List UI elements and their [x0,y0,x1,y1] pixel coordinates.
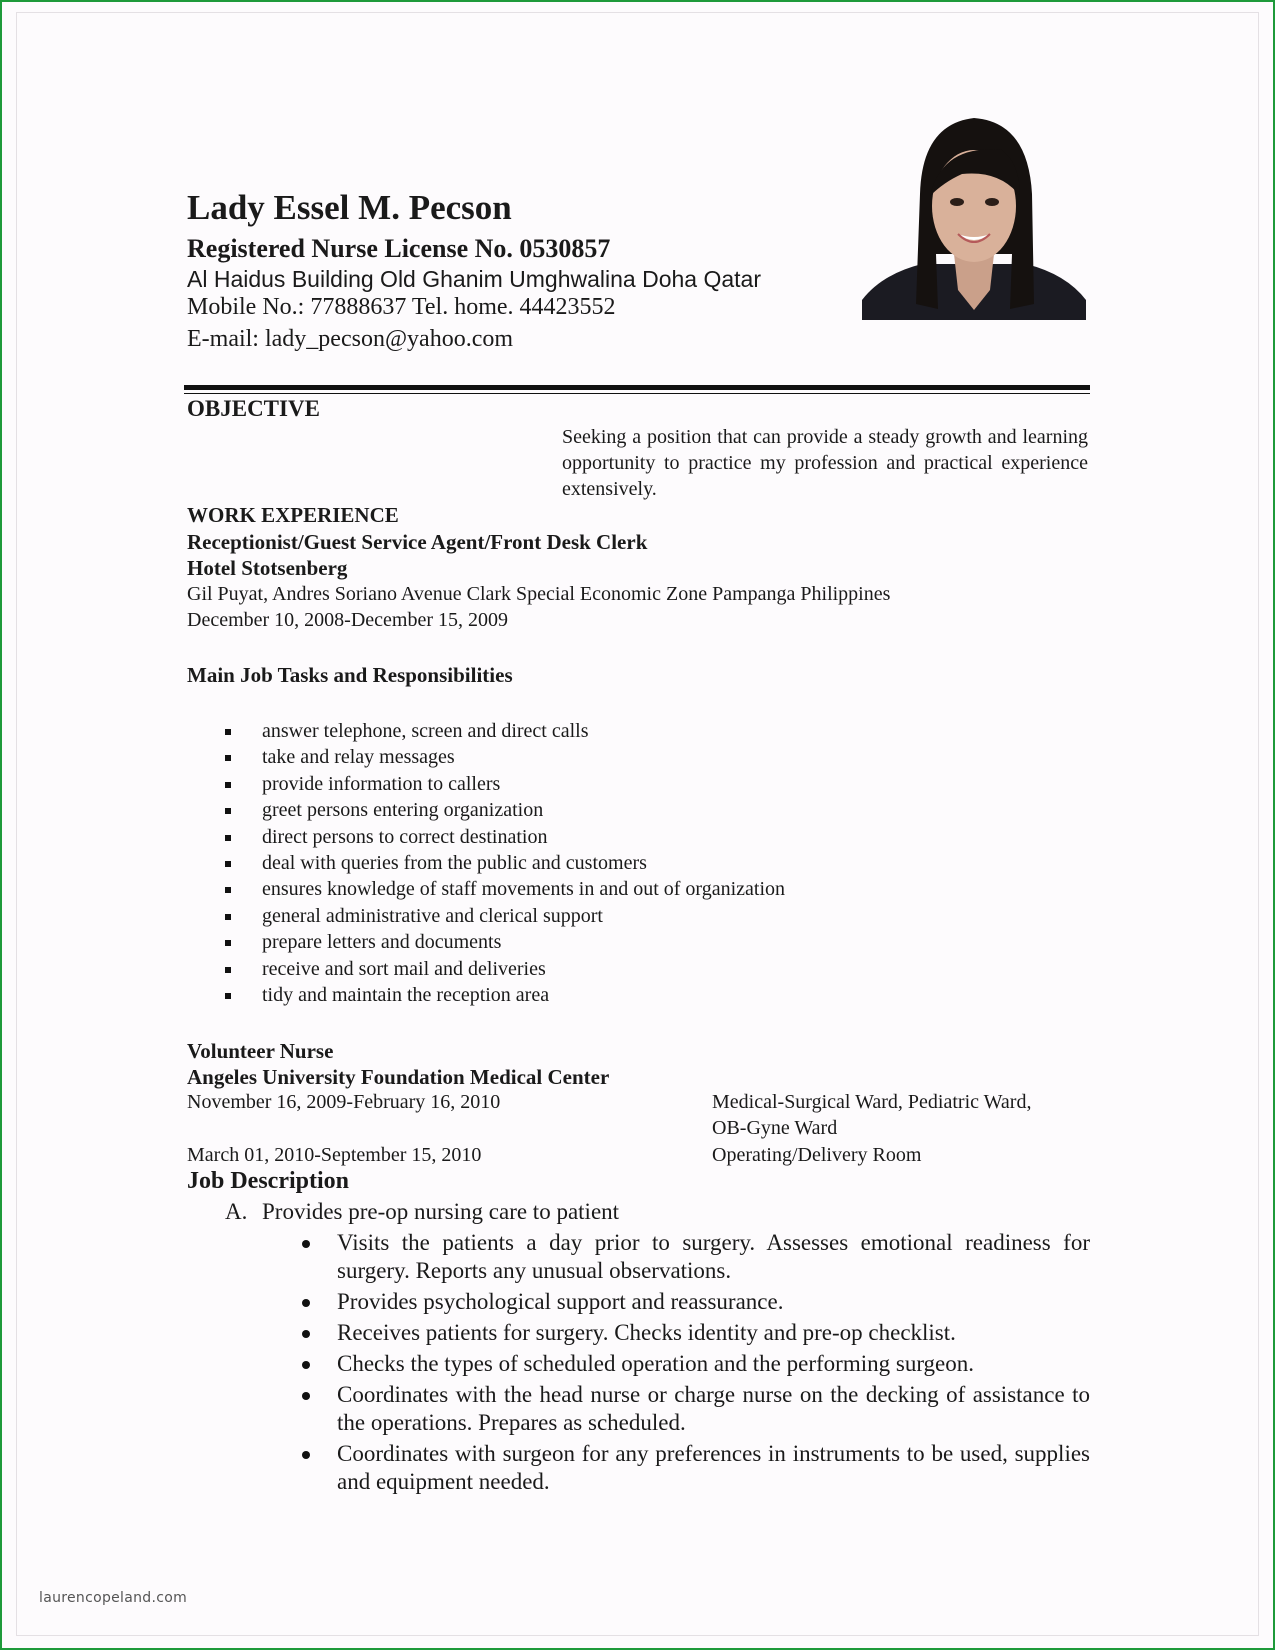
tasks-heading: Main Job Tasks and Responsibilities [187,663,513,687]
objective-heading: OBJECTIVE [187,396,320,421]
square-bullet-icon [225,861,231,867]
square-bullet-icon [225,887,231,893]
work-experience-heading: WORK EXPERIENCE [187,503,399,527]
list-item: ensures knowledge of staff movements in and out of organization [187,876,785,902]
list-item: greet persons entering organization [187,797,785,823]
square-bullet-icon [225,729,231,735]
bullet-icon [302,1392,310,1400]
square-bullet-icon [225,940,231,946]
list-item: receive and sort mail and deliveries [187,956,785,982]
candidate-name: Lady Essel M. Pecson [187,188,512,227]
square-bullet-icon [225,755,231,761]
ward-line-3: Operating/Delivery Room [712,1144,922,1166]
license-line: Registered Nurse License No. 0530857 [187,234,611,263]
item-text: Provides pre-op nursing care to patient [262,1199,620,1224]
tasks-list [187,718,785,1008]
square-bullet-icon [225,967,231,973]
list-item: provide information to callers [187,771,785,797]
bullet-icon [302,1451,310,1459]
square-bullet-icon [225,782,231,788]
square-bullet-icon [225,914,231,920]
email-line: E-mail: lady_pecson@yahoo.com [187,326,514,352]
ward-line-2: OB-Gyne Ward [712,1117,838,1139]
list-item: Provides psychological support and reassurance. [300,1288,1090,1316]
volunteer-dates-2: March 01, 2010-September 15, 2010 [187,1144,482,1166]
list-item: deal with queries from the public and customers [187,850,785,876]
list-item: Coordinates with the head nurse or charge nurse on the decking of assistance to the operations. Prepares as scheduled. [300,1381,1090,1437]
duties-list [300,1229,1090,1499]
watermark: laurencopeland.com [39,1590,188,1606]
phone-line: Mobile No.: 77888637 Tel. home. 44423552 [187,294,616,320]
list-item: answer telephone, screen and direct calls [187,718,785,744]
square-bullet-icon [225,993,231,999]
header-divider-thin [184,393,1090,394]
item-letter: A. [225,1199,248,1224]
ward-line-1: Medical-Surgical Ward, Pediatric Ward, [712,1091,1032,1113]
employer-name: Hotel Stotsenberg [187,556,348,580]
employer-address: Gil Puyat, Andres Soriano Avenue Clark Special Economic Zone Pampanga Philippines [187,583,891,605]
bullet-icon [302,1299,310,1307]
list-item: Checks the types of scheduled operation and the performing surgeon. [300,1350,1090,1378]
list-item: tidy and maintain the reception area [187,982,785,1008]
job-description-heading: Job Description [187,1168,349,1194]
address-line: Al Haidus Building Old Ghanim Umghwalina Doha Qatar [187,266,762,292]
profile-photo [862,104,1086,320]
list-item: Coordinates with surgeon for any preferences in instruments to be used, supplies and equipment needed. [300,1440,1090,1496]
square-bullet-icon [225,808,231,814]
list-item: direct persons to correct destination [187,824,785,850]
header-divider [184,385,1090,390]
list-item: take and relay messages [187,744,785,770]
employment-dates: December 10, 2008-December 15, 2009 [187,609,508,631]
volunteer-dates-1: November 16, 2009-February 16, 2010 [187,1091,501,1113]
list-item: Visits the patients a day prior to surgery. Assesses emotional readiness for surgery. Reports any unusual observations. [300,1229,1090,1285]
bullet-icon [302,1330,310,1338]
list-item: general administrative and clerical support [187,903,785,929]
job-title: Receptionist/Guest Service Agent/Front Desk Clerk [187,530,648,554]
list-item: prepare letters and documents [187,929,785,955]
bullet-icon [302,1240,310,1248]
objective-text: Seeking a position that can provide a steady growth and learning opportunity to practice my profession and practical experience extensively. [562,426,1088,500]
bullet-icon [302,1361,310,1369]
volunteer-center: Angeles University Foundation Medical Center [187,1065,610,1089]
volunteer-title: Volunteer Nurse [187,1039,334,1063]
square-bullet-icon [225,835,231,841]
list-item: Receives patients for surgery. Checks identity and pre-op checklist. [300,1319,1090,1347]
